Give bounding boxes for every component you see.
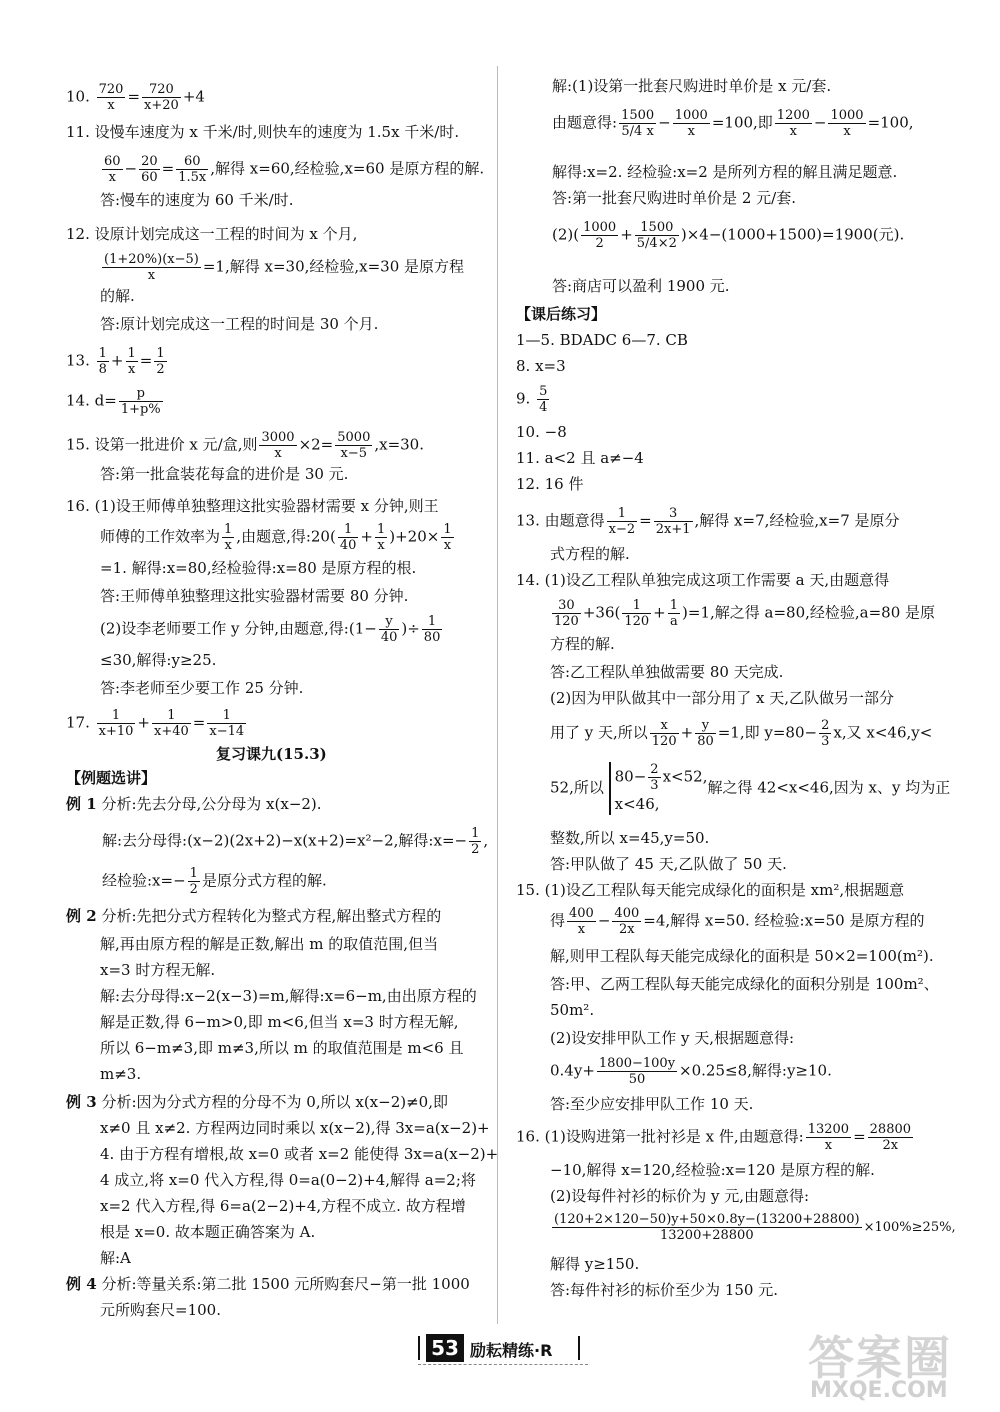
- ex4-solution-line3: 解得:x=2. 经检验:x=2 是所列方程的解且满足题意.: [552, 163, 898, 181]
- k9: 9. $\frac{5}{4}$: [516, 384, 548, 415]
- k15-line1: 15. (1)设乙工程队每天能完成绿化的面积是 xm²,根据题意: [516, 881, 905, 899]
- k15-line5: 0.4y+ $\frac{1800-100y}{50}$ ×0.25≤8,解得:y≥10.: [550, 1056, 832, 1087]
- watermark-url: MXQE.COM: [810, 1378, 948, 1403]
- q11-answer: 答:慢车的速度为 60 千米/时.: [100, 191, 294, 209]
- q12-answer: 答:原计划完成这一工程的时间是 30 个月.: [100, 315, 379, 333]
- k15-answer2: 答:至少应安排甲队工作 10 天.: [550, 1095, 754, 1113]
- ex4-line2: 元所购套尺=100.: [100, 1301, 221, 1319]
- ex3-line3: 4. 由于方程有增根,故 x=0 或者 x=2 能使得 3x=a(x−2)+: [100, 1145, 499, 1163]
- q16-answer2: 答:李老师至少要工作 25 分钟.: [100, 679, 304, 697]
- k13-line2: 式方程的解.: [550, 545, 630, 563]
- q15-answer: 答:第一批盒装花每盒的进价是 30 元.: [100, 465, 349, 483]
- k16-answer: 答:每件衬衫的标价至少为 150 元.: [550, 1281, 778, 1299]
- watermark-logo: 答案圈: [808, 1331, 952, 1385]
- k11: 11. a<2 且 a≠−4: [516, 449, 644, 467]
- q17: 17. $\frac{1}{x+10}$ + $\frac{1}{x+40}$ = $\frac{1}{x-14}$: [66, 708, 245, 739]
- q13: 13. $\frac{1}{8}$ + $\frac{1}{x}$ = $\frac{1}{2}$: [66, 346, 165, 377]
- q16-line1: 16. (1)设王师傅单独整理这批实验器材需要 x 分钟,则王: [66, 497, 439, 515]
- k13: 13. 由题意得 $\frac{1}{x-2}$ = $\frac{3}{2x+1}$ ,解得 x=7,经检验,x=7 是原分: [516, 506, 900, 537]
- k15-answer1a: 答:甲、乙两工程队每天能完成绿化的面积分别是 100m²、: [550, 975, 939, 993]
- ex3-line6: 根是 x=0. 故本题正确答案为 A.: [100, 1223, 316, 1241]
- ex4-solution-line2: 由题意得: $\frac{1500}{5/4 x}$ − $\frac{1000}{x}$ =100,即 $\frac{1200}{x}$ − $\frac{1000}{x}$ =100,: [552, 108, 914, 139]
- ex2-line7: m≠3.: [100, 1065, 142, 1083]
- k14-line3: 方程的解.: [550, 635, 615, 653]
- ex4-answer2: 答:商店可以盈利 1900 元.: [552, 277, 730, 295]
- k14-line2: $\frac{30}{120}$ +36( $\frac{1}{120}$ + $\frac{1}{a}$ )=1,解之得 a=80,经检验,a=80 是原: [554, 598, 936, 629]
- ex1-line2: 解:去分母得:(x−2)(2x+2)−x(x+2)=x²−2,解得:x=− $\frac{1}{2}$ ,: [102, 826, 489, 857]
- watermark: [808, 1322, 994, 1408]
- ex2-line2: 解,再由原方程的解是正数,解出 m 的取值范围,但当: [100, 935, 439, 953]
- q14: 14. d= $\frac{p}{1+p\%}$: [66, 386, 161, 417]
- q16-answer1: 答:王师傅单独整理这批实验器材需要 80 分钟.: [100, 587, 409, 605]
- k16-line2: −10,解得 x=120,经检验:x=120 是原方程的解.: [550, 1161, 875, 1179]
- ex1-line1: 例 1 分析:先去分母,公分母为 x(x−2).: [66, 795, 322, 813]
- ex4-solution-line1: 解:(1)设第一批套尺购进时单价是 x 元/套.: [552, 77, 832, 95]
- k15-answer1b: 50m².: [550, 1001, 595, 1019]
- k14-line7: 整数,所以 x=45,y=50.: [550, 829, 710, 847]
- section-exercises: 【课后练习】: [516, 305, 607, 323]
- k14-answer2: 答:甲队做了 45 天,乙队做了 50 天.: [550, 855, 787, 873]
- k10: 10. −8: [516, 423, 567, 441]
- column-divider: [497, 66, 498, 1324]
- k15-line2: 得 $\frac{400}{x}$ − $\frac{400}{2x}$ =4,解得 x=50. 经检验:x=50 是原方程的: [550, 906, 925, 937]
- k16-line5: 解得 y≥150.: [550, 1255, 640, 1273]
- ex3-line7: 解:A: [100, 1249, 131, 1267]
- q16-line5: ≤30,解得:y≥25.: [100, 651, 217, 669]
- ex2-line6: 所以 6−m≠3,即 m≠3,所以 m 的取值范围是 m<6 且: [100, 1039, 464, 1057]
- k16-line4: $\frac{(120+2\times 120-50)y+50\times 0.8y-(13200+28800)}{13200+28800}$ ×100%≥25%,: [554, 1212, 956, 1243]
- ex2-line3: x=3 时方程无解.: [100, 961, 216, 979]
- k15-line3: 解,则甲工程队每天能完成绿化的面积是 50×2=100(m²).: [550, 947, 934, 965]
- k16-line1: 16. (1)设购进第一批衬衫是 x 件,由题意得: $\frac{13200}{x}$ = $\frac{28800}{2x}$: [516, 1122, 912, 1153]
- q16-line3: =1. 解得:x=80,经检验得:x=80 是原方程的根.: [100, 559, 417, 577]
- ex2-line1: 例 2 分析:先把分式方程转化为整式方程,解出整式方程的: [66, 907, 442, 925]
- k14-line5: 用了 y 天,所以 $\frac{x}{120}$ + $\frac{y}{80}$ =1,即 y=80− $\frac{2}{3}$ x,又 x<46,y<: [550, 718, 933, 749]
- review-title: 复习课九(15.3): [216, 745, 327, 763]
- k14-line4: (2)因为甲队做其中一部分用了 x 天,乙队做另一部分: [550, 689, 895, 707]
- ex4-solution-line4: (2)( $\frac{1000}{2}$ + $\frac{1500}{5/4\times 2}$ )×4−(1000+1500)=1900(元).: [552, 220, 905, 251]
- k14-answer1: 答:乙工程队单独做需要 80 天完成.: [550, 663, 784, 681]
- q11-line1: 11. 设慢车速度为 x 千米/时,则快车的速度为 1.5x 千米/时.: [66, 123, 460, 141]
- q10: 10. $\frac{720}{x}$ = $\frac{720}{x+20}$ +4: [66, 82, 205, 113]
- footer-bar-left: [418, 1336, 420, 1360]
- brand-label: 励耘精练·R: [470, 1341, 553, 1360]
- ex2-line5: 解是正数,得 6−m>0,即 m<6,但当 x=3 时方程无解,: [100, 1013, 459, 1031]
- k15-line4: (2)设安排甲队工作 y 天,根据题意得:: [550, 1029, 795, 1047]
- ex3-line5: x=2 代入方程,得 6=a(2−2)+4,方程不成立. 故方程增: [100, 1197, 466, 1215]
- k1: 1—5. BDADC 6—7. CB: [516, 331, 688, 349]
- k12: 12. 16 件: [516, 475, 584, 493]
- footer-bar-right: [578, 1336, 580, 1360]
- ex2-line4: 解:去分母得:x−2(x−3)=m,解得:x=6−m,由出原方程的: [100, 987, 477, 1005]
- ex3-line2: x≠0 且 x≠2. 方程两边同时乘以 x(x−2),得 3x=a(x−2)+: [100, 1119, 490, 1137]
- q16-line4: (2)设李老师要工作 y 分钟,由题意,得:(1− $\frac{y}{40}$ )÷ $\frac{1}{80}$: [100, 614, 441, 645]
- page-number: 53: [426, 1334, 464, 1362]
- q12-equation: $\frac{(1+20\%)(x-5)}{x}$ =1,解得 x=30,经检验,x=30 是原方程: [104, 252, 465, 283]
- ex1-line3: 经检验:x=− $\frac{1}{2}$ 是原分式方程的解.: [102, 866, 327, 897]
- ex4-answer1: 答:第一批套尺购进时单价是 2 元/套.: [552, 189, 796, 207]
- footer-dashline: [418, 1364, 588, 1365]
- page-footer: [418, 1334, 588, 1364]
- ex3-line4: 4 成立,将 x=0 代入方程,得 0=a(0−2)+4,解得 a=2;将: [100, 1171, 476, 1189]
- ex4-line1: 例 4 分析:等量关系:第二批 1500 元所购套尺−第一批 1000: [66, 1275, 470, 1293]
- q15: 15. 设第一批进价 x 元/盒,则 $\frac{3000}{x}$ ×2= $\frac{5000}{x-5}$ ,x=30.: [66, 430, 424, 461]
- k8: 8. x=3: [516, 357, 566, 375]
- k14-line6: 52,所以 80− $\frac{2}{3}$ x<52, x<46, 解之得 42<x<46,因为 x、y 均为正: [550, 762, 951, 813]
- q11-equation: $\frac{60}{x}$ − $\frac{20}{60}$ = $\frac{60}{1.5x}$ ,解得 x=60,经检验,x=60 是原方程的解.: [104, 154, 485, 185]
- q16-line2: 师傅的工作效率为 $\frac{1}{x}$ ,由题意,得:20( $\frac{1}{40}$ + $\frac{1}{x}$ )+20× $\frac{1}{x}$: [100, 522, 452, 553]
- ex3-line1: 例 3 分析:因为分式方程的分母不为 0,所以 x(x−2)≠0,即: [66, 1093, 448, 1111]
- k16-line3: (2)设每件衬衫的标价为 y 元,由题意得:: [550, 1187, 810, 1205]
- section-examples: 【例题选讲】: [66, 769, 157, 787]
- q12-line3: 的解.: [100, 287, 135, 305]
- q12-line1: 12. 设原计划完成这一工程的时间为 x 个月,: [66, 225, 358, 243]
- k14-line1: 14. (1)设乙工程队单独完成这项工作需要 a 天,由题意得: [516, 571, 890, 589]
